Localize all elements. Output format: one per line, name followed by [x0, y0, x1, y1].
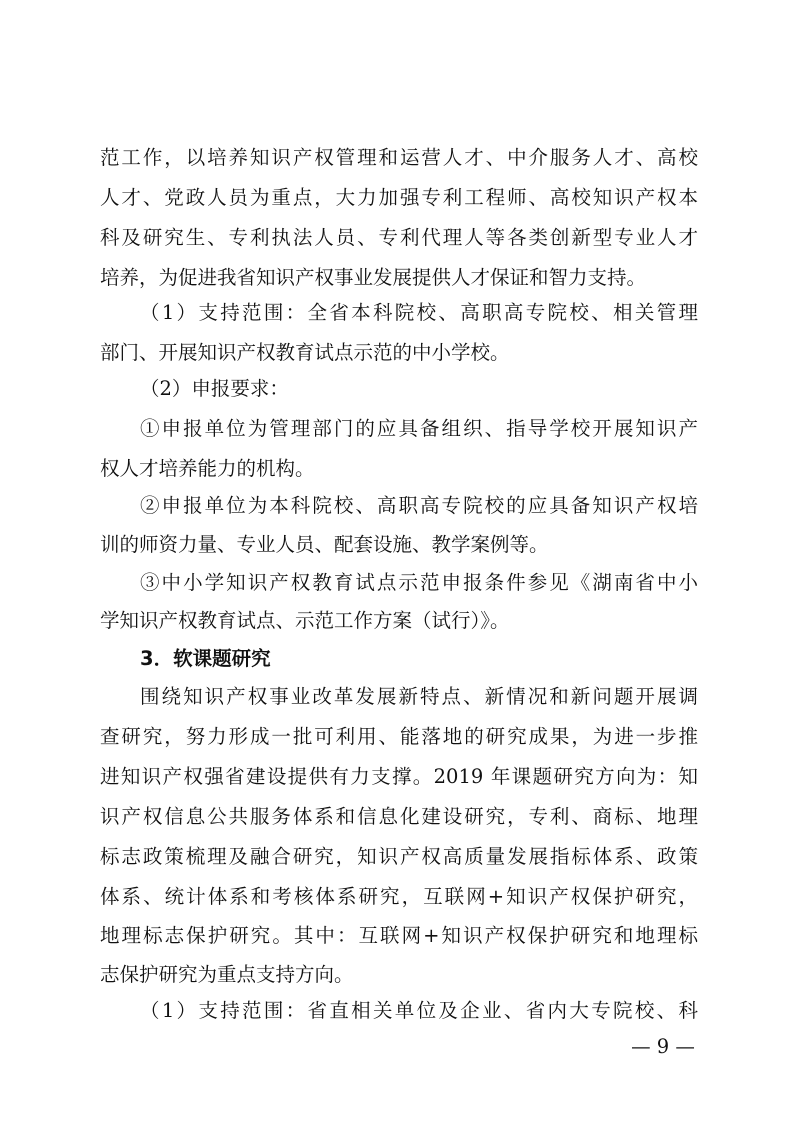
text-line: 围绕知识产权事业改革发展新特点、新情况和新问题开展调 [140, 685, 698, 708]
text-line: ②申报单位为本科院校、高职高专院校的应具备知识产权培 [140, 494, 698, 517]
section-heading: 3．软课题研究 [140, 647, 271, 670]
text-line: （1）支持范围：省直相关单位及企业、省内大专院校、科 [140, 999, 698, 1022]
text-line: 科及研究生、专利执法人员、专利代理人等各类创新型专业人才 [100, 226, 698, 249]
text-line: ③中小学知识产权教育试点示范申报条件参见《湖南省中小 [140, 571, 698, 594]
text-line: 标志政策梳理及融合研究，知识产权高质量发展指标体系、政策 [100, 845, 698, 868]
text-line: 培养，为促进我省知识产权事业发展提供人才保证和智力支持。 [100, 266, 647, 289]
page-number: — 9 — [631, 1035, 695, 1058]
text-line: 训的师资力量、专业人员、配套设施、教学案例等。 [100, 533, 549, 556]
text-line: 地理标志保护研究。其中：互联网+知识产权保护研究和地理标 [100, 924, 698, 947]
text-line: 部门、开展知识产权教育试点示范的中小学校。 [100, 341, 510, 364]
text-line: 学知识产权教育试点、示范工作方案（试行）》。 [100, 609, 510, 632]
text-line: ①申报单位为管理部门的应具备组织、指导学校开展知识产 [140, 417, 698, 440]
text-line: （1）支持范围：全省本科院校、高职高专院校、相关管理 [140, 301, 698, 324]
text-line: 权人才培养能力的机构。 [100, 457, 315, 480]
text-line: （2）申报要求： [140, 377, 289, 400]
text-line: 识产权信息公共服务体系和信息化建设研究，专利、商标、地理 [100, 805, 698, 828]
text-line: 查研究，努力形成一批可利用、能落地的研究成果，为进一步推 [100, 725, 698, 748]
text-line: 体系、统计体系和考核体系研究，互联网+知识产权保护研究， [100, 885, 698, 908]
text-line: 范工作，以培养知识产权管理和运营人才、中介服务人才、高校 [100, 146, 698, 169]
text-line: 志保护研究为重点支持方向。 [100, 963, 354, 986]
text-line: 进知识产权强省建设提供有力支撑。2019 年课题研究方向为：知 [100, 765, 698, 788]
text-line: 人才、党政人员为重点，大力加强专利工程师、高校知识产权本 [100, 186, 698, 209]
